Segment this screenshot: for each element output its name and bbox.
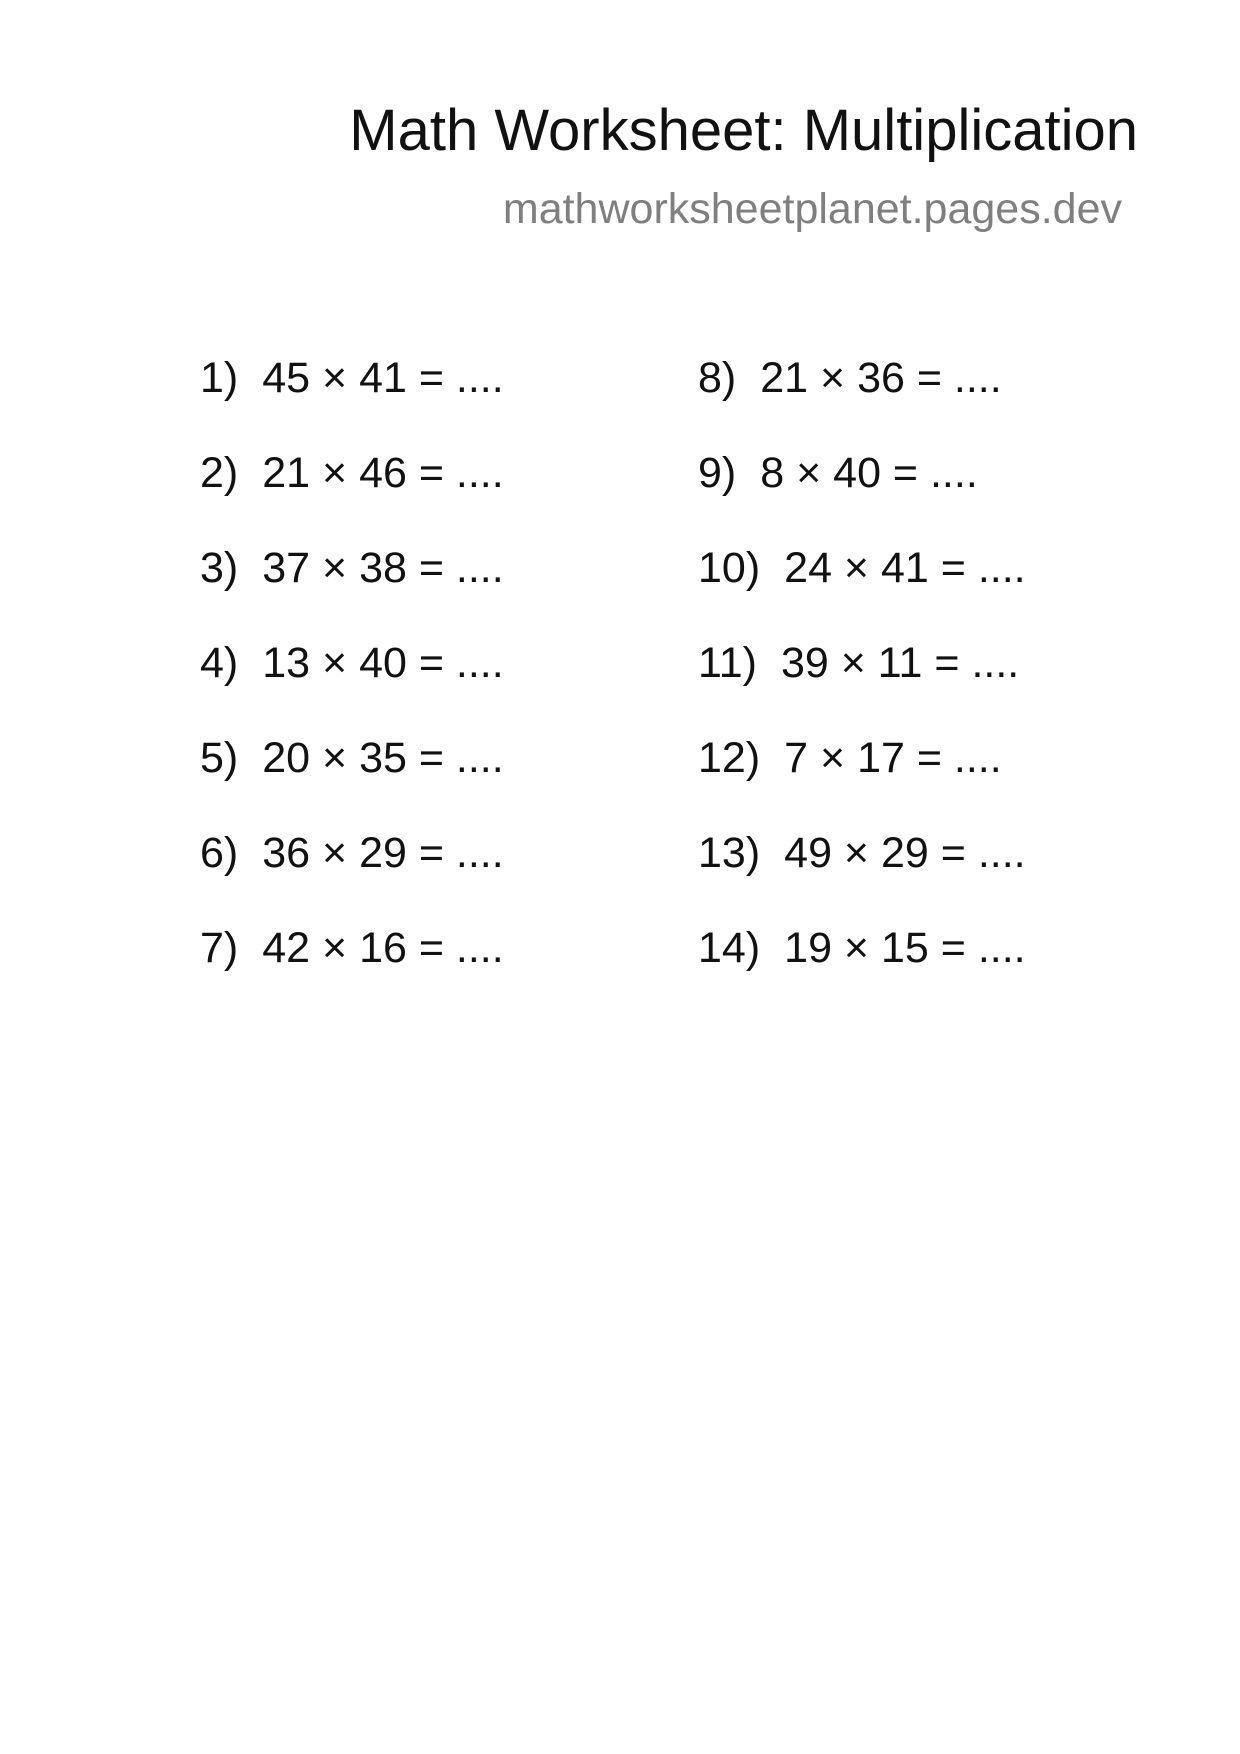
problem-number: 9)	[698, 449, 737, 497]
problem-item	[698, 448, 1080, 543]
website-url: mathworksheetplanet.pages.dev	[502, 185, 1122, 233]
problem-expression: 21 × 36 = ....	[760, 354, 1002, 402]
problem-item	[200, 638, 698, 733]
problem-expression: 20 × 35 = ....	[262, 734, 504, 782]
problem-item	[698, 543, 1080, 638]
problem-expression: 36 × 29 = ....	[262, 829, 504, 877]
problem-expression: 42 × 16 = ....	[262, 924, 504, 972]
problem-item	[698, 733, 1080, 828]
problem-number: 13)	[698, 829, 761, 877]
problem-item	[200, 923, 698, 1018]
problem-number: 5)	[200, 734, 239, 782]
problem-expression: 24 × 41 = ....	[784, 544, 1026, 592]
problem-number: 14)	[698, 924, 761, 972]
problem-expression: 49 × 29 = ....	[784, 829, 1026, 877]
problem-number: 6)	[200, 829, 239, 877]
problem-number: 3)	[200, 544, 239, 592]
problem-number: 1)	[200, 354, 239, 402]
problem-expression: 13 × 40 = ....	[262, 639, 504, 687]
page-title: Math Worksheet: Multiplication	[349, 98, 1138, 163]
problem-item	[200, 353, 698, 448]
problem-item	[698, 353, 1080, 448]
problem-expression: 37 × 38 = ....	[262, 544, 504, 592]
problem-list	[200, 353, 1080, 1018]
problem-number: 4)	[200, 639, 239, 687]
problem-expression: 19 × 15 = ....	[784, 924, 1026, 972]
problem-number: 7)	[200, 924, 239, 972]
problem-expression: 8 × 40 = ....	[760, 449, 978, 497]
problem-number: 8)	[698, 354, 737, 402]
problem-item	[698, 638, 1080, 733]
problem-expression: 21 × 46 = ....	[262, 449, 504, 497]
problem-expression: 39 × 11 = ....	[780, 639, 1020, 687]
problem-number: 11)	[698, 639, 757, 687]
problem-item	[698, 923, 1080, 1018]
problem-item	[200, 448, 698, 543]
problem-expression: 7 × 17 = ....	[784, 734, 1002, 782]
problem-item	[698, 828, 1080, 923]
problem-number: 12)	[698, 734, 761, 782]
problem-item	[200, 828, 698, 923]
problem-number: 10)	[698, 544, 761, 592]
problem-expression: 45 × 41 = ....	[262, 354, 504, 402]
problem-item	[200, 543, 698, 638]
problem-item	[200, 733, 698, 828]
problem-number: 2)	[200, 449, 239, 497]
